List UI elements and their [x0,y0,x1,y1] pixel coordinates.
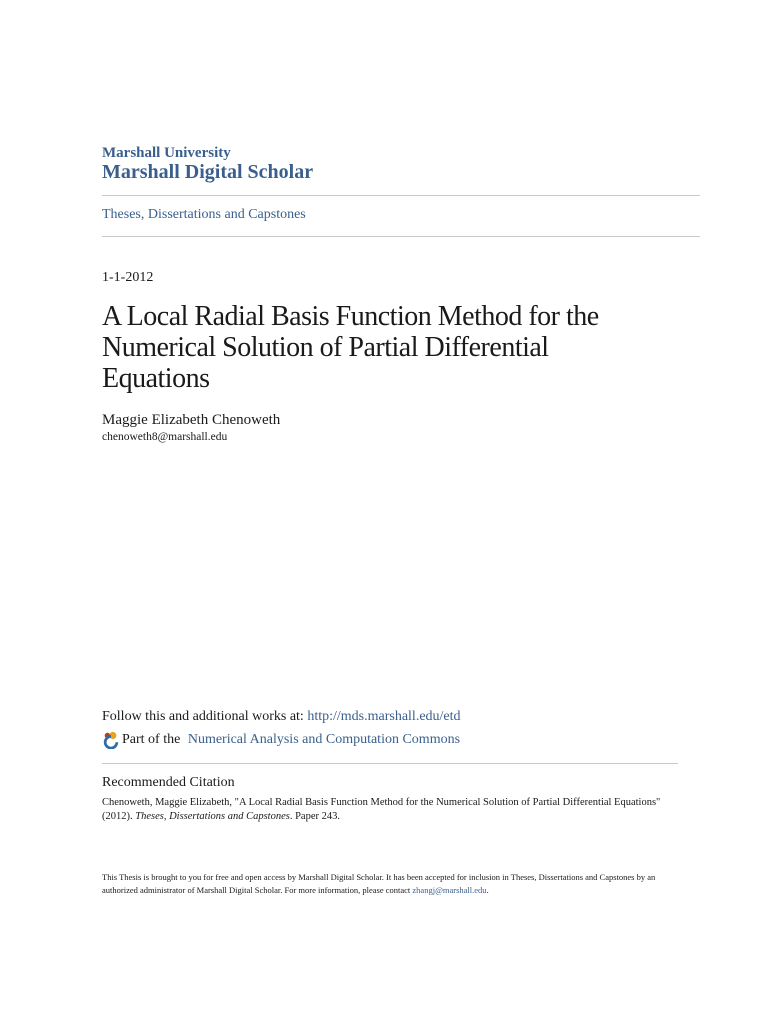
title-line: Equations [102,363,210,394]
header-divider [102,195,700,196]
institution-name: Marshall University [102,145,231,161]
citation-text [102,796,702,824]
author-name: Maggie Elizabeth Chenoweth [102,412,281,428]
title-line: A Local Radial Basis Function Method for the [102,301,599,332]
series-divider [102,236,700,237]
follow-line [102,709,461,725]
publication-date: 1-1-2012 [102,270,154,285]
commons-link[interactable]: Numerical Analysis and Computation Commons [187,732,461,747]
access-notice [102,871,662,897]
follow-text: Follow this and additional works at: [102,709,308,724]
title-line: Numerical Solution of Partial Differential [102,332,549,363]
citation-divider [102,763,678,764]
contact-email-link[interactable]: zhangj@marshall.edu [412,885,487,895]
part-of-text: Part of the [122,732,184,747]
citation-year: (2012). [102,811,136,822]
repository-url-link[interactable]: http://mds.marshall.edu/etd [307,709,461,724]
author-email: chenoweth8@marshall.edu [102,431,228,443]
repository-name: Marshall Digital Scholar [102,161,314,183]
citation-series: Theses, Dissertations and Capstones [135,811,290,822]
notice-end: . [486,885,489,895]
paper-title [102,301,702,394]
citation-main: Chenoweth, Maggie Elizabeth, "A Local Radial Basis Function Method for the Numerical Solution of Partial Differential Equations" [102,797,661,808]
citation-paper-number: . Paper 243. [289,811,341,822]
commons-network-icon [102,731,120,749]
series-link[interactable]: Theses, Dissertations and Capstones [102,207,306,222]
part-of-line [102,731,460,749]
citation-heading: Recommended Citation [102,775,235,790]
notice-text: This Thesis is brought to you for free and open access by Marshall Digital Scholar. It has been accepted for inclusion in Theses, Dissertations and Capstones by an authorized administrator of Marshall Digital Scholar. For more information, please contact [102,872,656,895]
